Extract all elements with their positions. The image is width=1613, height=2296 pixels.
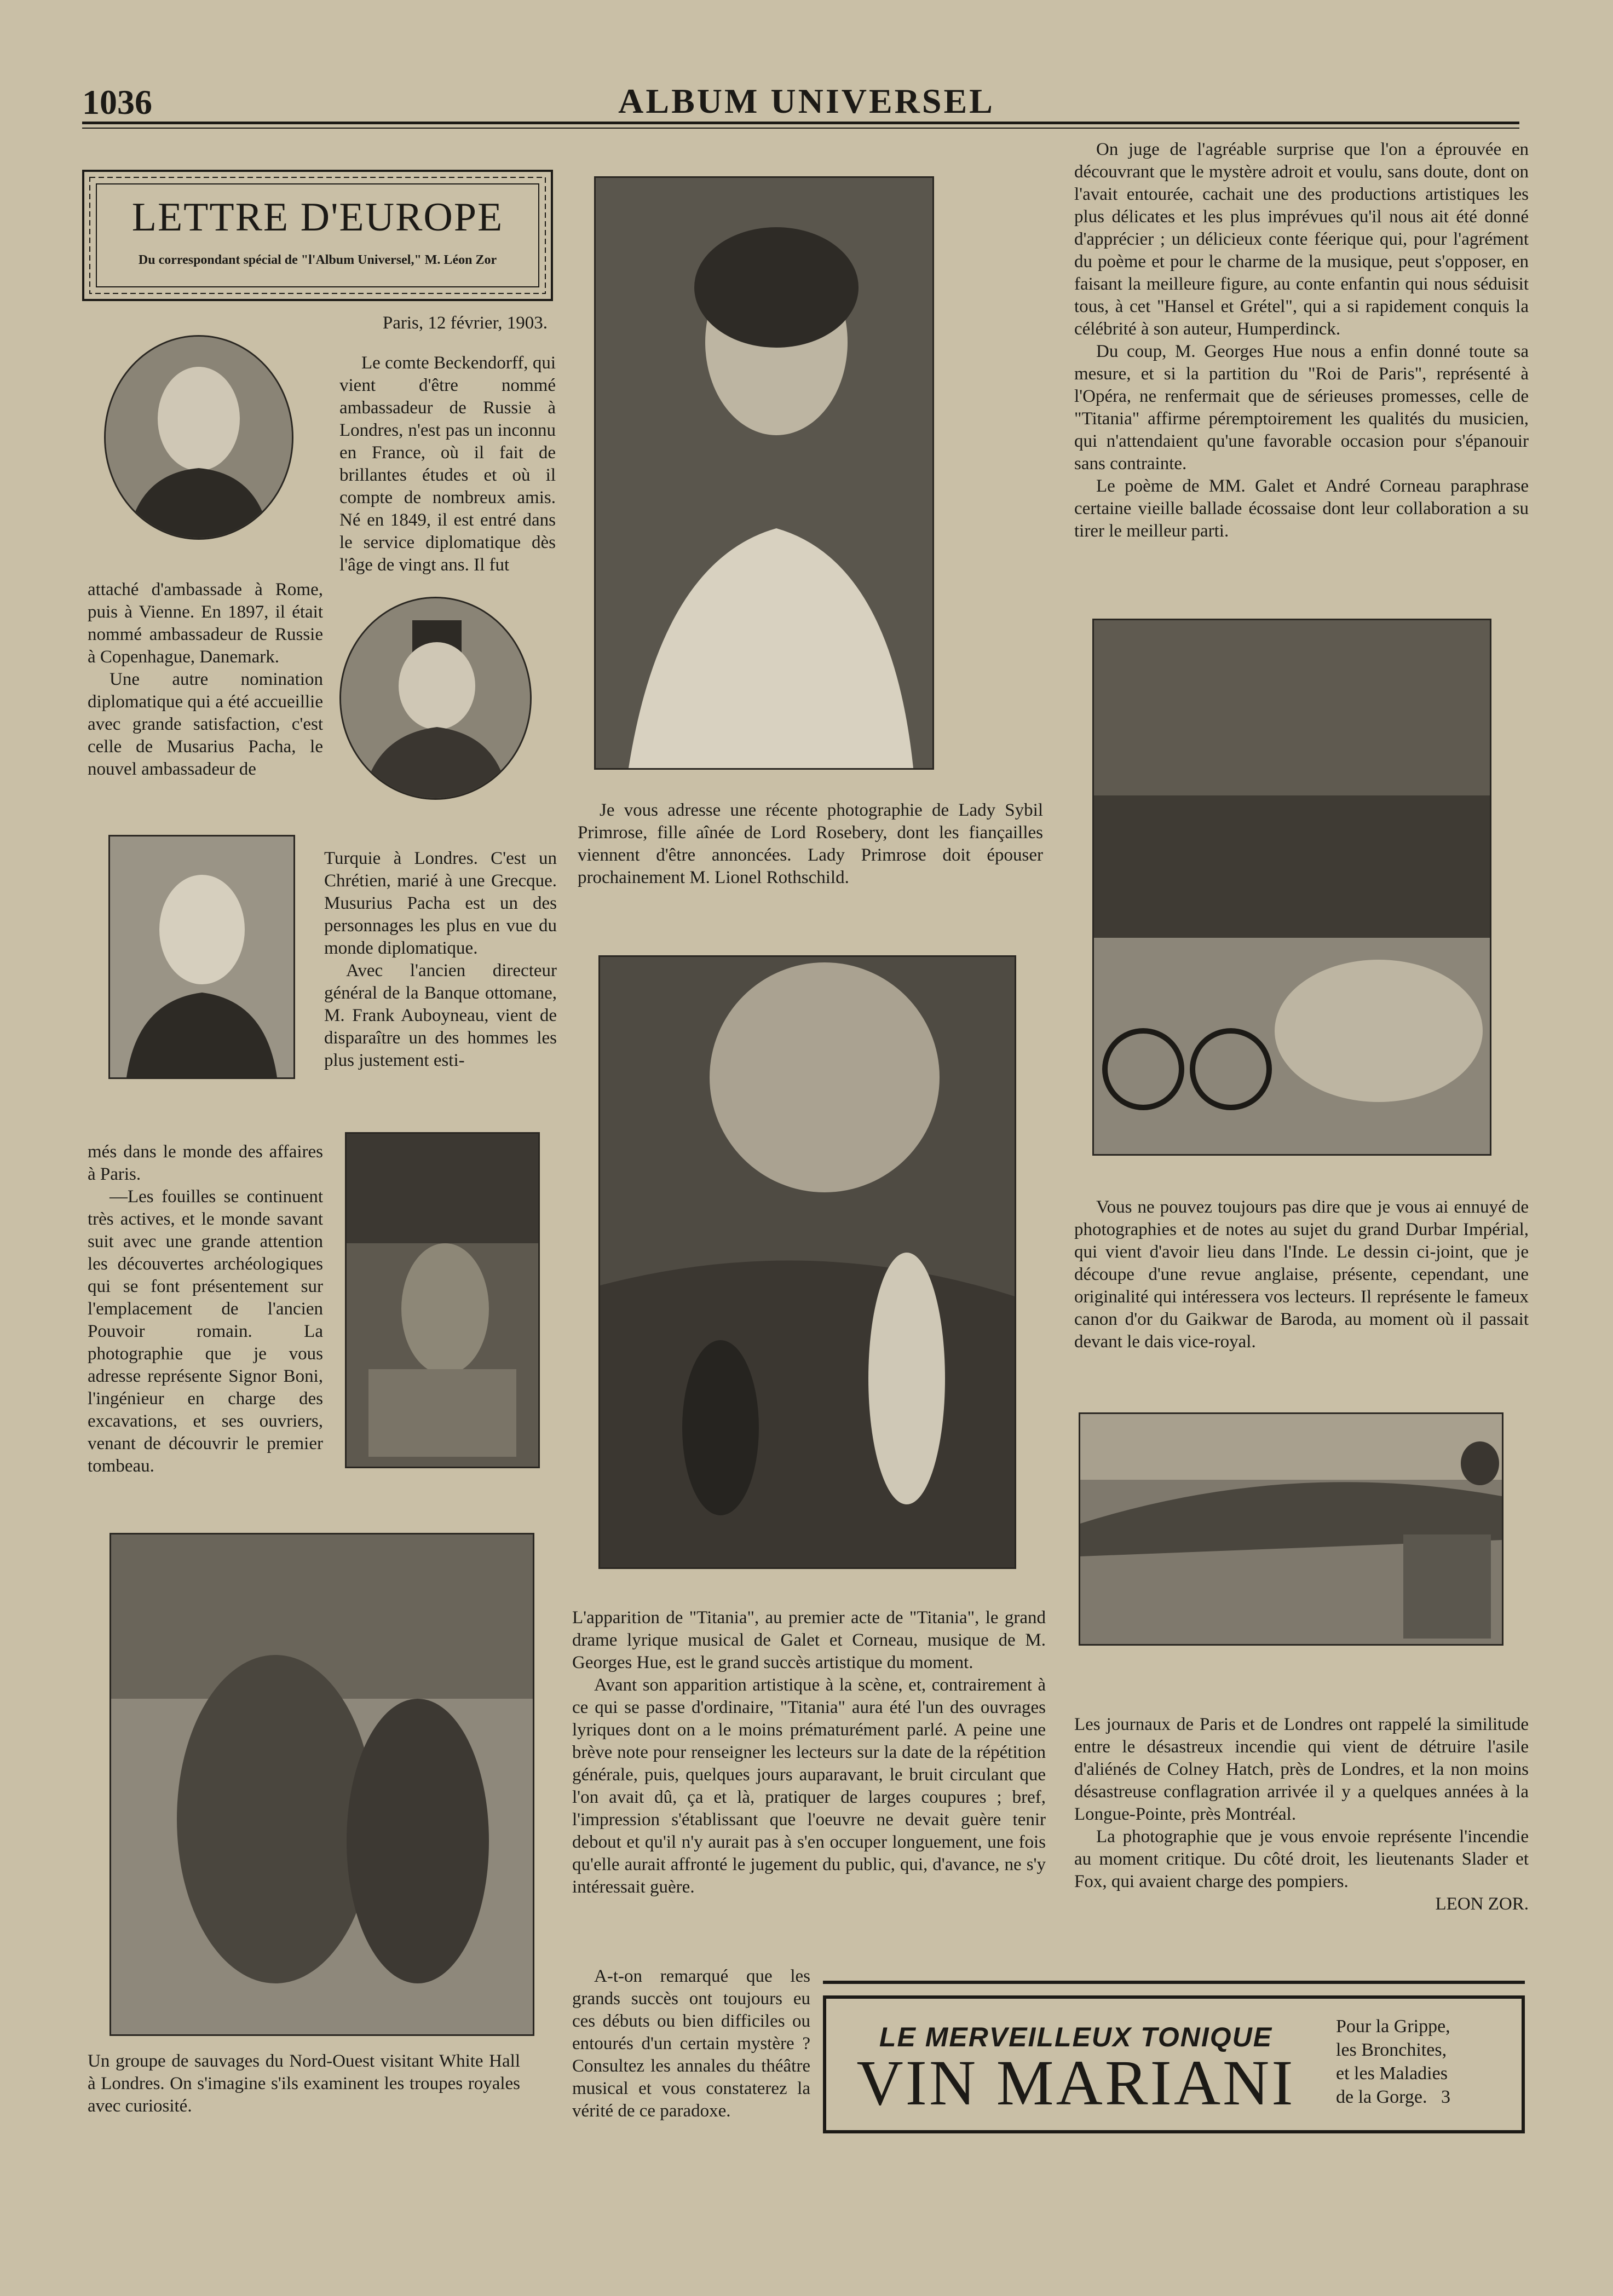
article-header-box (82, 170, 553, 301)
ad-side-line: les Bronchites, (1336, 2040, 1447, 2060)
ad-tagline: LE MERVEILLEUX TONIQUE (879, 2022, 1273, 2052)
text-beckendorff-1 (339, 352, 556, 576)
photo-colney-hatch-fire (1079, 1412, 1503, 1646)
ad-side-line-text: de la Gorge. (1336, 2087, 1427, 2107)
ad-side-line (1336, 2085, 1511, 2109)
paragraph: Le poème de MM. Galet et André Corneau paraphrase certaine vieille ballade écossaise dont leur collaboration a su tirer le meilleur parti. (1074, 476, 1529, 541)
illustration-durbar-gold-cannon (1092, 619, 1491, 1156)
text-aton (572, 1965, 810, 2122)
portrait-musurius-pacha (339, 597, 532, 800)
paragraph: La photographie que je vous envoie représente l'incendie au moment critique. Du côté droit, les lieutenants Slader et Fox, qui avaient charge des pompiers. (1074, 1827, 1529, 1891)
text-musurius (324, 847, 557, 1072)
article-byline: Du correspondant spécial de "l'Album Universel," M. Léon Zor (138, 253, 497, 267)
ad-number: 3 (1441, 2087, 1450, 2107)
text-col3-top (1074, 139, 1529, 543)
paragraph: On juge de l'agréable surprise que l'on a éprouvée en découvrant que le mystère adroit et voulu, sans doute, dont on l'avait entourée, cachait une des productions artistiques les plus délicates et les plus imprévues qu'il nous ait été donné d'apprécier ; un délicieux conte féerique qui, pour l'agrément du poème et pour le charme de la musique, peut s'opposer, en faisant la meilleure figure, au conte enfantin qui nous séduisit tous, à cet "Hansel et Grétel", qui a si rapidement conquis la célébrité à son auteur, Humperdinck. (1074, 140, 1529, 339)
illustration-titania (598, 955, 1016, 1569)
caption: Un groupe de sauvages du Nord-Ouest visitant White Hall à Londres. On s'imagine s'ils examinent les troupes royales avec curiosité. (88, 2051, 520, 2116)
paragraph: A-t-on remarqué que les grands succès ont toujours eu ces débuts ou bien difficiles ou entourés d'un certain mystère ? Consultez les annales du théâtre musical et vous constaterez la vérité de ce paradoxe. (572, 1966, 810, 2121)
masthead-rule (82, 122, 1519, 124)
portrait-lady-sybil-primrose (594, 176, 934, 770)
paragraph: Avant son apparition artistique à la scène, et, contrairement à ce qui se passe d'ordinaire, "Titania" aura été l'un des ouvrages lyriques dont on a le moins prématurément parlé. A peine une brève note pour renseigner les lecteurs sur la date de la répétition générale, puis, quelques jours auparavant, le bruit circulant que l'on avait dû, ça et là, pratiquer de larges coupures ; bref, l'impression s'établissant que l'oeuvre ne devait guère tenir debout et qu'il n'y aurait pas à s'en occuper longuement, une fois qu'elle aurait affronté le jugement du public, qui, d'avance, ne s'y intéressait guère. (572, 1675, 1046, 1897)
paragraph: Le comte Beckendorff, qui vient d'être nommé ambassadeur de Russie à Londres, n'est pas un inconnu en France, où il fait de brillantes études et où il compte de nombreux amis. Né en 1849, il est entré dans le service diplomatique dès l'âge de vingt ans. Il fut (339, 353, 556, 575)
page-number: 1036 (82, 83, 152, 122)
text-durbar (1074, 1196, 1529, 1353)
ad-side-line: Pour la Grippe, (1336, 2016, 1450, 2037)
portrait-auboyneau (108, 835, 295, 1079)
photo-excavation-boni (345, 1132, 540, 1468)
portrait-beckendorff (104, 335, 293, 540)
ad-top-rule (823, 1981, 1525, 1984)
paragraph: més dans le monde des affaires à Paris. (88, 1142, 323, 1184)
illustration-indians-whitehall (110, 1533, 534, 2036)
signature: LEON ZOR. (1435, 1894, 1529, 1914)
caption: L'apparition de "Titania", au premier acte de "Titania", le grand drame lyrique musical de Galet et Corneau, musique de M. Georges Hue, est le grand succès artistique du moment. (572, 1608, 1046, 1672)
text-primrose (578, 799, 1043, 889)
paragraph: Vous ne pouvez toujours pas dire que je vous ai ennuyé de photographies et de notes au sujet du grand Durbar Impérial, qui vient d'avoir lieu dans l'Inde. Le dessin ci-joint, que je découpe d'une revue anglaise, présente, cependant, une originalité qui intéressera vos lecteurs. Il représente le fameux canon d'or du Gaikwar de Baroda, au moment où il passait devant le dais vice-royal. (1074, 1197, 1529, 1352)
article-title: LETTRE D'EUROPE (131, 195, 504, 240)
paragraph: attaché d'ambassade à Rome, puis à Vienne. En 1897, il était nommé ambassadeur de Russie à Copenhague, Danemark. (88, 580, 323, 667)
text-beckendorff-2 (88, 579, 323, 781)
dateline: Paris, 12 février, 1903. (382, 313, 548, 333)
text-titania (572, 1607, 1046, 1899)
paragraph: Avec l'ancien directeur général de la Banque ottomane, M. Frank Auboyneau, vient de disparaître un des hommes les plus justement esti- (324, 961, 557, 1070)
ad-product-name: VIN MARIANI (856, 2047, 1295, 2119)
paragraph: —Les fouilles se continuent très actives, et le monde savant suit avec une grande attention les découvertes archéologiques qui se font présentement sur l'emplacement de l'ancien Pouvoir romain. La photographie que je vous adresse représente Signor Boni, l'ingénieur en charge des excavations, et ses ouvriers, venant de découvrir le premier tombeau. (88, 1187, 323, 1476)
paragraph: Les journaux de Paris et de Londres ont rappelé la similitude entre le désastreux incendie qui vient de détruire l'asile d'aliénés de Colney Hatch, près de Londres, et la non moins désastreuse conflagration arrivée il y a quelques années à la Longue-Pointe, près Montréal. (1074, 1715, 1529, 1824)
ad-side-line: et les Maladies (1336, 2063, 1448, 2084)
masthead-rule-thin (82, 128, 1519, 129)
paragraph: Une autre nomination diplomatique qui a été accueillie avec grande satisfaction, c'est celle de Musarius Pacha, le nouvel ambassadeur de (88, 670, 323, 779)
paragraph: Du coup, M. Georges Hue nous a enfin donné toute sa mesure, et si la partition du "Roi de Paris", représenté à l'Opéra, ne renfermait que de sérieuses promesses, celle de "Titania" affirme péremptoirement les qualités du musicien, qui n'attendaient qu'une favorable occasion pour s'épanouir sans contrainte. (1074, 342, 1529, 474)
text-fire (1074, 1714, 1529, 1916)
ad-side-text (1336, 2015, 1511, 2109)
publication-title: ALBUM UNIVERSEL (618, 82, 995, 120)
caption-indians (88, 2050, 520, 2118)
paragraph: Turquie à Londres. C'est un Chrétien, marié à une Grecque. Musurius Pacha est un des personnages les plus en vue du monde diplomatique. (324, 849, 557, 958)
text-fouilles (88, 1141, 323, 1478)
paragraph: Je vous adresse une récente photographie de Lady Sybil Primrose, fille aînée de Lord Rosebery, dont les fiançailles viennent d'être annoncées. Lady Primrose doit épouser prochainement M. Lionel Rothschild. (578, 800, 1043, 887)
